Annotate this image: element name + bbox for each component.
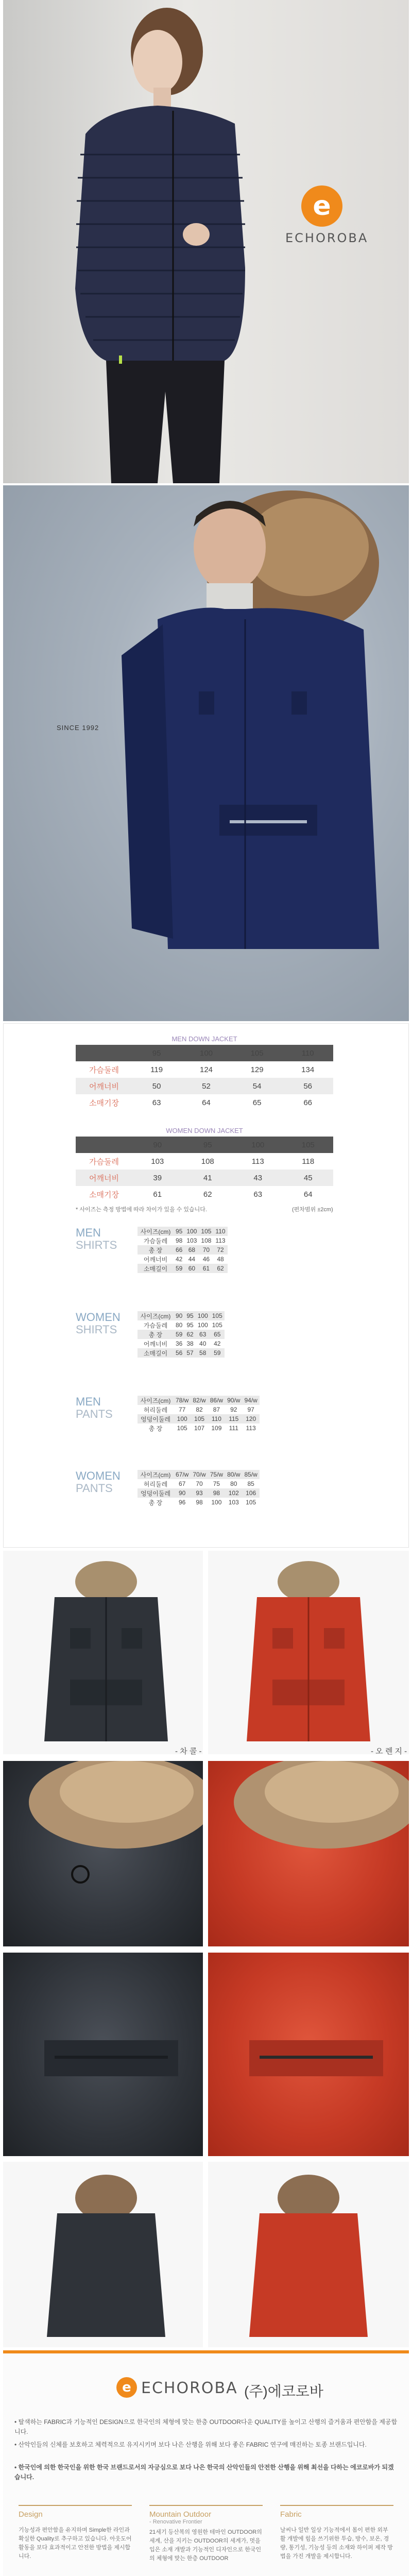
row-label: 어깨너비: [76, 1078, 132, 1094]
orange-hood-illustration: [208, 1761, 409, 1946]
women-pants-title: WOMEN PANTS: [76, 1469, 121, 1495]
charcoal-front-photo: [3, 1551, 203, 1754]
row-label: 가슴둘레: [89, 1065, 119, 1075]
cell: 66: [303, 1098, 313, 1107]
fabric-card-body: 날씨나 일반 일상 기능적에서 몸이 편한 외부활 개발에 힘을 쓰기위한 투습, 방수, 보온, 경량, 통기성, 기능성 등의 소재와 하이퍼 제작 방법을 가진 개발을 제시합니다.: [280, 2527, 393, 2560]
brand-paragraph-2: • 산악인들의 신체를 보호하고 체력적으로 유지시키며 보다 나은 산행을 위해 보다 좋은 FABRIC 연구에 매진하는 토종 브랜드입니다.: [14, 2441, 367, 2448]
cell: 54: [232, 1078, 283, 1094]
tolerance-note: (편차범위 ±2cm): [292, 1207, 333, 1213]
men-pants-table: 사이즈(cm) 78/w 82/w 86/w 90/w 94/w 허리둘레 77 82 87 92 97 엉덩이둘레 100 105 110 115 120 총 장 105 107 109 111 113: [138, 1396, 260, 1433]
size-col: 95: [183, 1137, 233, 1153]
echoroba-logo-icon: e: [116, 2377, 137, 2398]
women-down-jacket-title: WOMEN DOWN JACKET: [166, 1127, 243, 1134]
design-card-body: 기능성과 편안함을 유지하며 Simple한 라인과 확실한 Quality로 추구하고 있습니다. 아웃도어 활동을 보다 효과적이고 안전한 방법을 제시합니다.: [19, 2527, 132, 2560]
cell: 63: [152, 1098, 161, 1107]
size-note: * 사이즈는 측정 방법에 따라 차이가 있을 수 있습니다.: [76, 1207, 207, 1213]
cell: 39: [132, 1170, 183, 1186]
row-label: 가슴둘레: [89, 1157, 119, 1166]
women-pants-table: 사이즈(cm) 67/w 70/w 75/w 80/w 85/w 허리둘레 67 70 75 80 85 엉덩이둘레 90 93 98 102 106 총 장 96 98 100 103 105: [138, 1470, 260, 1507]
echoroba-logo-icon: e: [301, 185, 342, 227]
orange-pocket-illustration: [208, 1953, 409, 2156]
cell: 64: [303, 1190, 313, 1199]
cell: 119: [150, 1065, 163, 1074]
women-down-jacket-table: [76, 1127, 333, 1202]
charcoal-back-illustration: [3, 2162, 203, 2347]
cell: 61: [153, 1190, 162, 1199]
orange-pocket-detail-photo: [208, 1953, 409, 2156]
hero-woman-photo: [3, 0, 409, 483]
mountain-outdoor-card: [149, 2505, 263, 2576]
charcoal-parka-illustration: [3, 1551, 203, 1754]
size-col: 105: [232, 1045, 283, 1061]
design-card: [19, 2505, 132, 2576]
mountain-outdoor-title: Mountain Outdoor: [149, 2510, 212, 2519]
orange-front-photo: [208, 1551, 409, 1754]
cell: 65: [252, 1098, 262, 1107]
charcoal-pocket-detail-photo: [3, 1953, 203, 2156]
brand-paragraph-3: • 한국인에 의한 한국인을 위한 한국 브랜드로서의 자긍심으로 보다 나은 한국의 산악인들의 안전한 산행을 위해 최선을 다하는 에코로바가 되겠습니다.: [14, 2464, 394, 2481]
charcoal-hood-illustration: [3, 1761, 203, 1946]
size-col: 90: [132, 1137, 183, 1153]
cell: 63: [253, 1190, 263, 1199]
size-col: 100: [233, 1137, 283, 1153]
footer-brand-wordmark: ECHOROBA: [141, 2379, 238, 2397]
cell: 56: [282, 1078, 333, 1094]
size-chart-section: [3, 1023, 409, 1548]
men-pants-title: MEN PANTS: [76, 1395, 113, 1420]
size-col: 100: [181, 1045, 232, 1061]
since-label: SINCE 1992: [57, 724, 99, 732]
charcoal-color-label: - 차 콜 -: [175, 1747, 202, 1756]
charcoal-hood-detail-photo: [3, 1761, 203, 1946]
fabric-card-title: Fabric: [280, 2510, 302, 2519]
men-down-jacket-title: MEN DOWN JACKET: [171, 1035, 237, 1043]
fabric-card: [280, 2505, 393, 2576]
cell: 118: [302, 1157, 315, 1166]
women-shirts-table: 사이즈(cm) 90 95 100 105 가슴둘레 80 95 100 105 총 장 59 62 63 65 어깨너비 36 38 40 42 소매길이 56 57 58 59: [138, 1311, 225, 1358]
company-name: (주)에코로바: [244, 2383, 323, 2399]
size-col: 95: [132, 1045, 181, 1061]
men-shirts-table: 사이즈(cm) 95 100 105 110 가슴둘레 98 103 108 113 총 장 66 68 70 72 어깨너비 42 44 46 48 소매길이 59 60 61 62: [138, 1227, 228, 1273]
orange-color-label: - 오 렌 지 -: [371, 1747, 407, 1756]
row-label: 소매기장: [89, 1098, 119, 1108]
mountain-outdoor-subtitle: - Renovative Frontier: [149, 2519, 202, 2525]
cell: 45: [283, 1170, 334, 1186]
orange-back-photo: [208, 2162, 409, 2347]
cell: 52: [181, 1078, 232, 1094]
cell: 129: [250, 1065, 264, 1074]
orange-hood-detail-photo: [208, 1761, 409, 1946]
cell: 64: [202, 1098, 211, 1107]
men-shirts-title: MEN SHIRTS: [76, 1226, 117, 1251]
row-label: 어깨너비: [76, 1170, 132, 1186]
brand-wordmark: ECHOROBA: [285, 231, 369, 245]
brand-info-section: [3, 2350, 409, 2576]
cell: 41: [183, 1170, 233, 1186]
mountain-outdoor-body: 21세기 등산복의 영원한 테마인 OUTDOOR의 세계, 산을 지키는 OUTDOOR의 세계가, 멋을 입은 소재 개발과 기능적인 디자인으로 한국인의 체형에 맞는 한층 OUTDOOR: [149, 2529, 262, 2562]
cell: 108: [201, 1157, 214, 1166]
cell: 124: [199, 1065, 213, 1074]
cell: 134: [301, 1065, 315, 1074]
cell: 62: [203, 1190, 212, 1199]
hero-man-photo: [3, 485, 409, 1021]
cell: 50: [132, 1078, 181, 1094]
man-parka-illustration: [3, 485, 409, 1021]
orange-rule: [3, 2350, 409, 2353]
row-label: 소매기장: [89, 1190, 119, 1199]
cell: 43: [233, 1170, 283, 1186]
charcoal-back-photo: [3, 2162, 203, 2347]
charcoal-pocket-illustration: [3, 1953, 203, 2156]
size-col: 105: [283, 1137, 334, 1153]
cell: 113: [251, 1157, 264, 1166]
cell: 103: [151, 1157, 164, 1166]
design-card-title: Design: [19, 2510, 43, 2519]
men-down-jacket-table: [76, 1035, 333, 1111]
orange-back-illustration: [208, 2162, 409, 2347]
orange-parka-illustration: [208, 1551, 409, 1754]
size-col: 110: [282, 1045, 333, 1061]
women-shirts-title: WOMEN SHIRTS: [76, 1311, 121, 1336]
brand-paragraph-1: • 탈색하는 FABRIC과 기능적인 DESIGN으로 한국인의 체형에 맞는 한층 OUTDOOR다운 QUALITY를 높이고 산행의 즐거움과 편안함을 제공합니다.: [14, 2418, 398, 2435]
